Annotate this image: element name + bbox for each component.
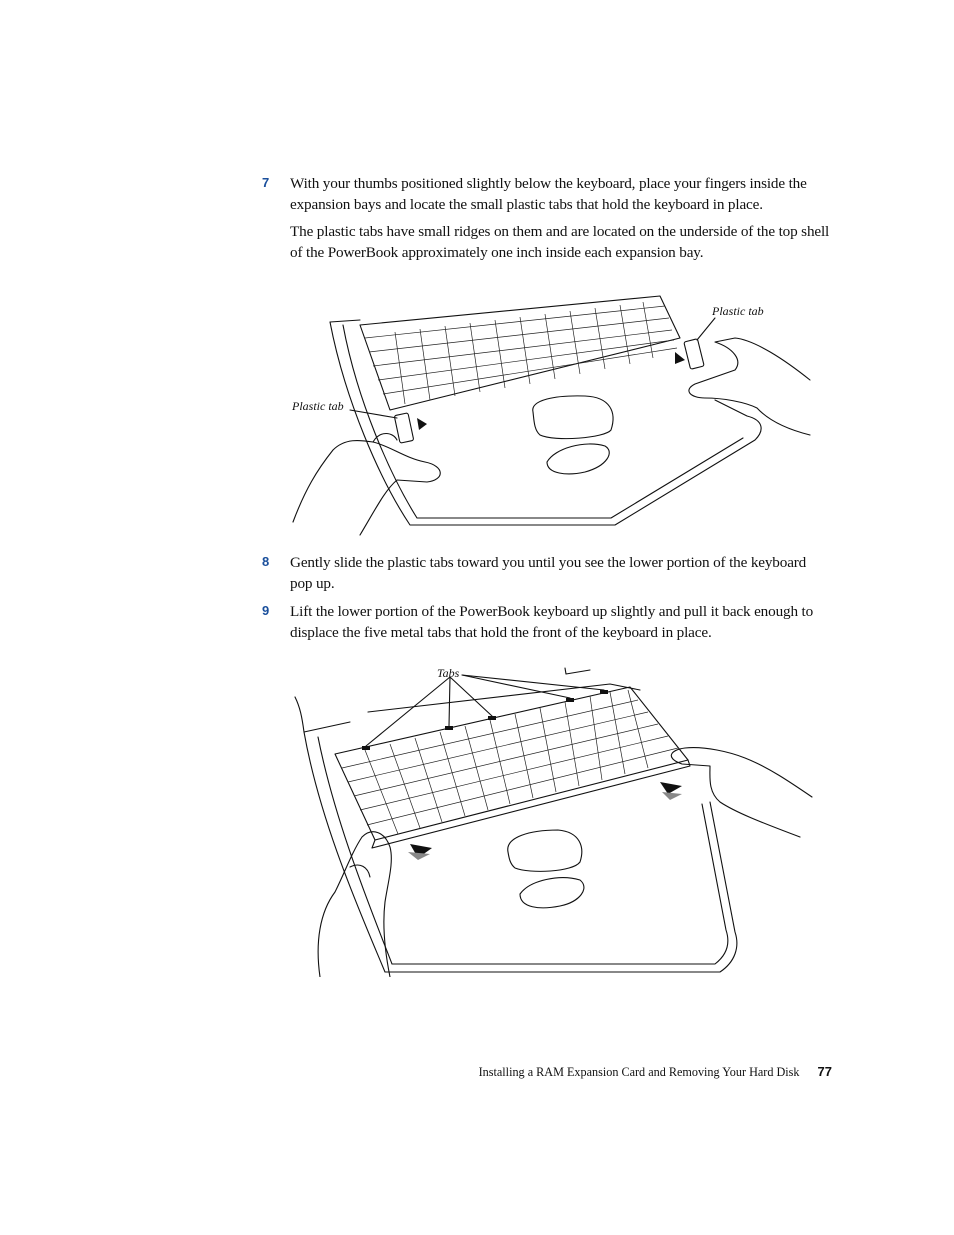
step-number: 7 [262,175,270,190]
figure-metal-tabs [290,662,815,977]
step-number: 8 [262,554,270,569]
powerbook-keyboard-illustration [285,290,815,540]
callout-tabs: Tabs [437,666,460,680]
figure-plastic-tabs [285,290,815,540]
step-paragraph: With your thumbs positioned slightly below the keyboard, place your fingers inside the expansion bays and locate the small plastic tabs that hold the keyboard in place. [290,175,807,213]
callout-plastic-tab-left: Plastic tab [292,399,344,413]
running-footer-text: Installing a RAM Expansion Card and Removing Your Hard Disk [478,1065,800,1079]
page-footer [479,1064,832,1080]
step-7 [262,174,832,263]
step-number: 9 [262,603,270,618]
step-8 [262,553,832,594]
callout-plastic-tab-right: Plastic tab [712,304,764,318]
step-paragraph: The plastic tabs have small ridges on them and are located on the underside of the top shell of the PowerBook approximately one inch inside each expansion bay. [290,223,830,261]
powerbook-keyboard-lift-illustration [290,662,815,977]
step-paragraph: Gently slide the plastic tabs toward you until you see the lower portion of the keyboard pop up. [290,554,807,592]
step-paragraph: Lift the lower portion of the PowerBook keyboard up slightly and pull it back enough to displace the five metal tabs that hold the front of the keyboard in place. [290,603,814,641]
page-number: 77 [817,1064,832,1079]
step-9 [262,602,832,643]
